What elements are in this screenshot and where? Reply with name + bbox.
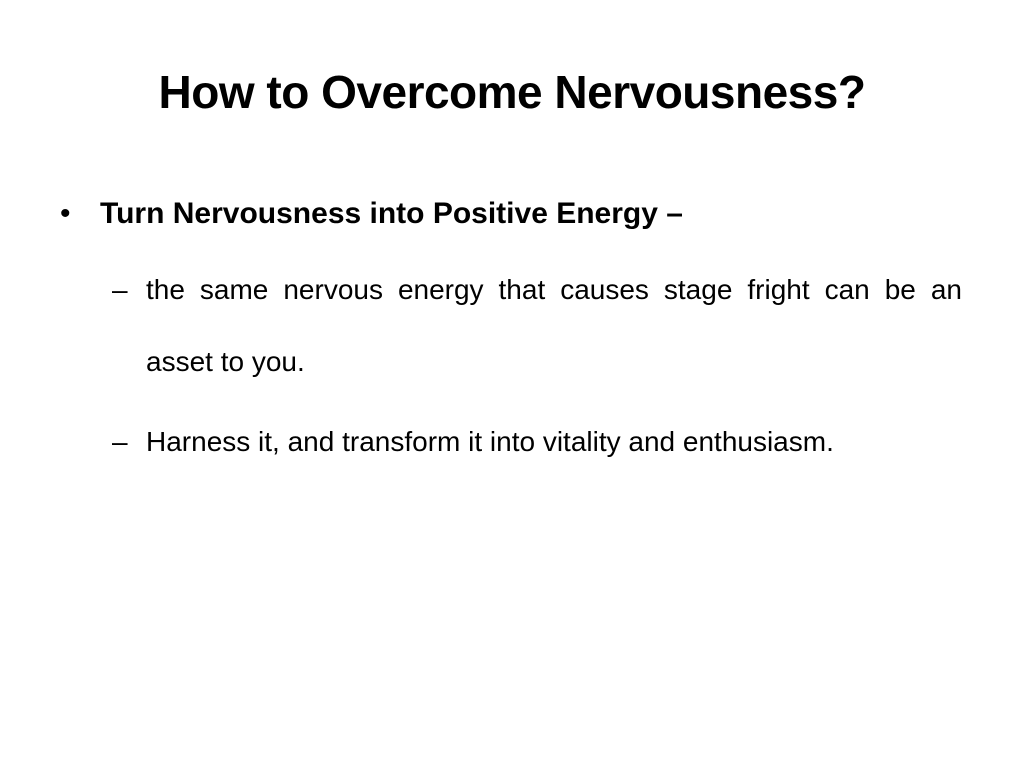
sub-bullet-text: the same nervous energy that causes stage fright can be an asset to you. — [146, 274, 962, 377]
bullet-marker: • — [60, 197, 71, 230]
sub-bullet-text: Harness it, and transform it into vitality and enthusiasm. — [146, 426, 834, 457]
bullet-item — [60, 190, 960, 238]
sub-bullet-marker: – — [112, 274, 128, 305]
slide-title: How to Overcome Nervousness? — [158, 66, 866, 118]
sub-bullet-item — [112, 406, 962, 478]
sub-bullet-item — [112, 254, 962, 398]
sub-bullet-marker: – — [112, 426, 128, 457]
bullet-text: Turn Nervousness into Positive Energy – — [100, 197, 683, 230]
